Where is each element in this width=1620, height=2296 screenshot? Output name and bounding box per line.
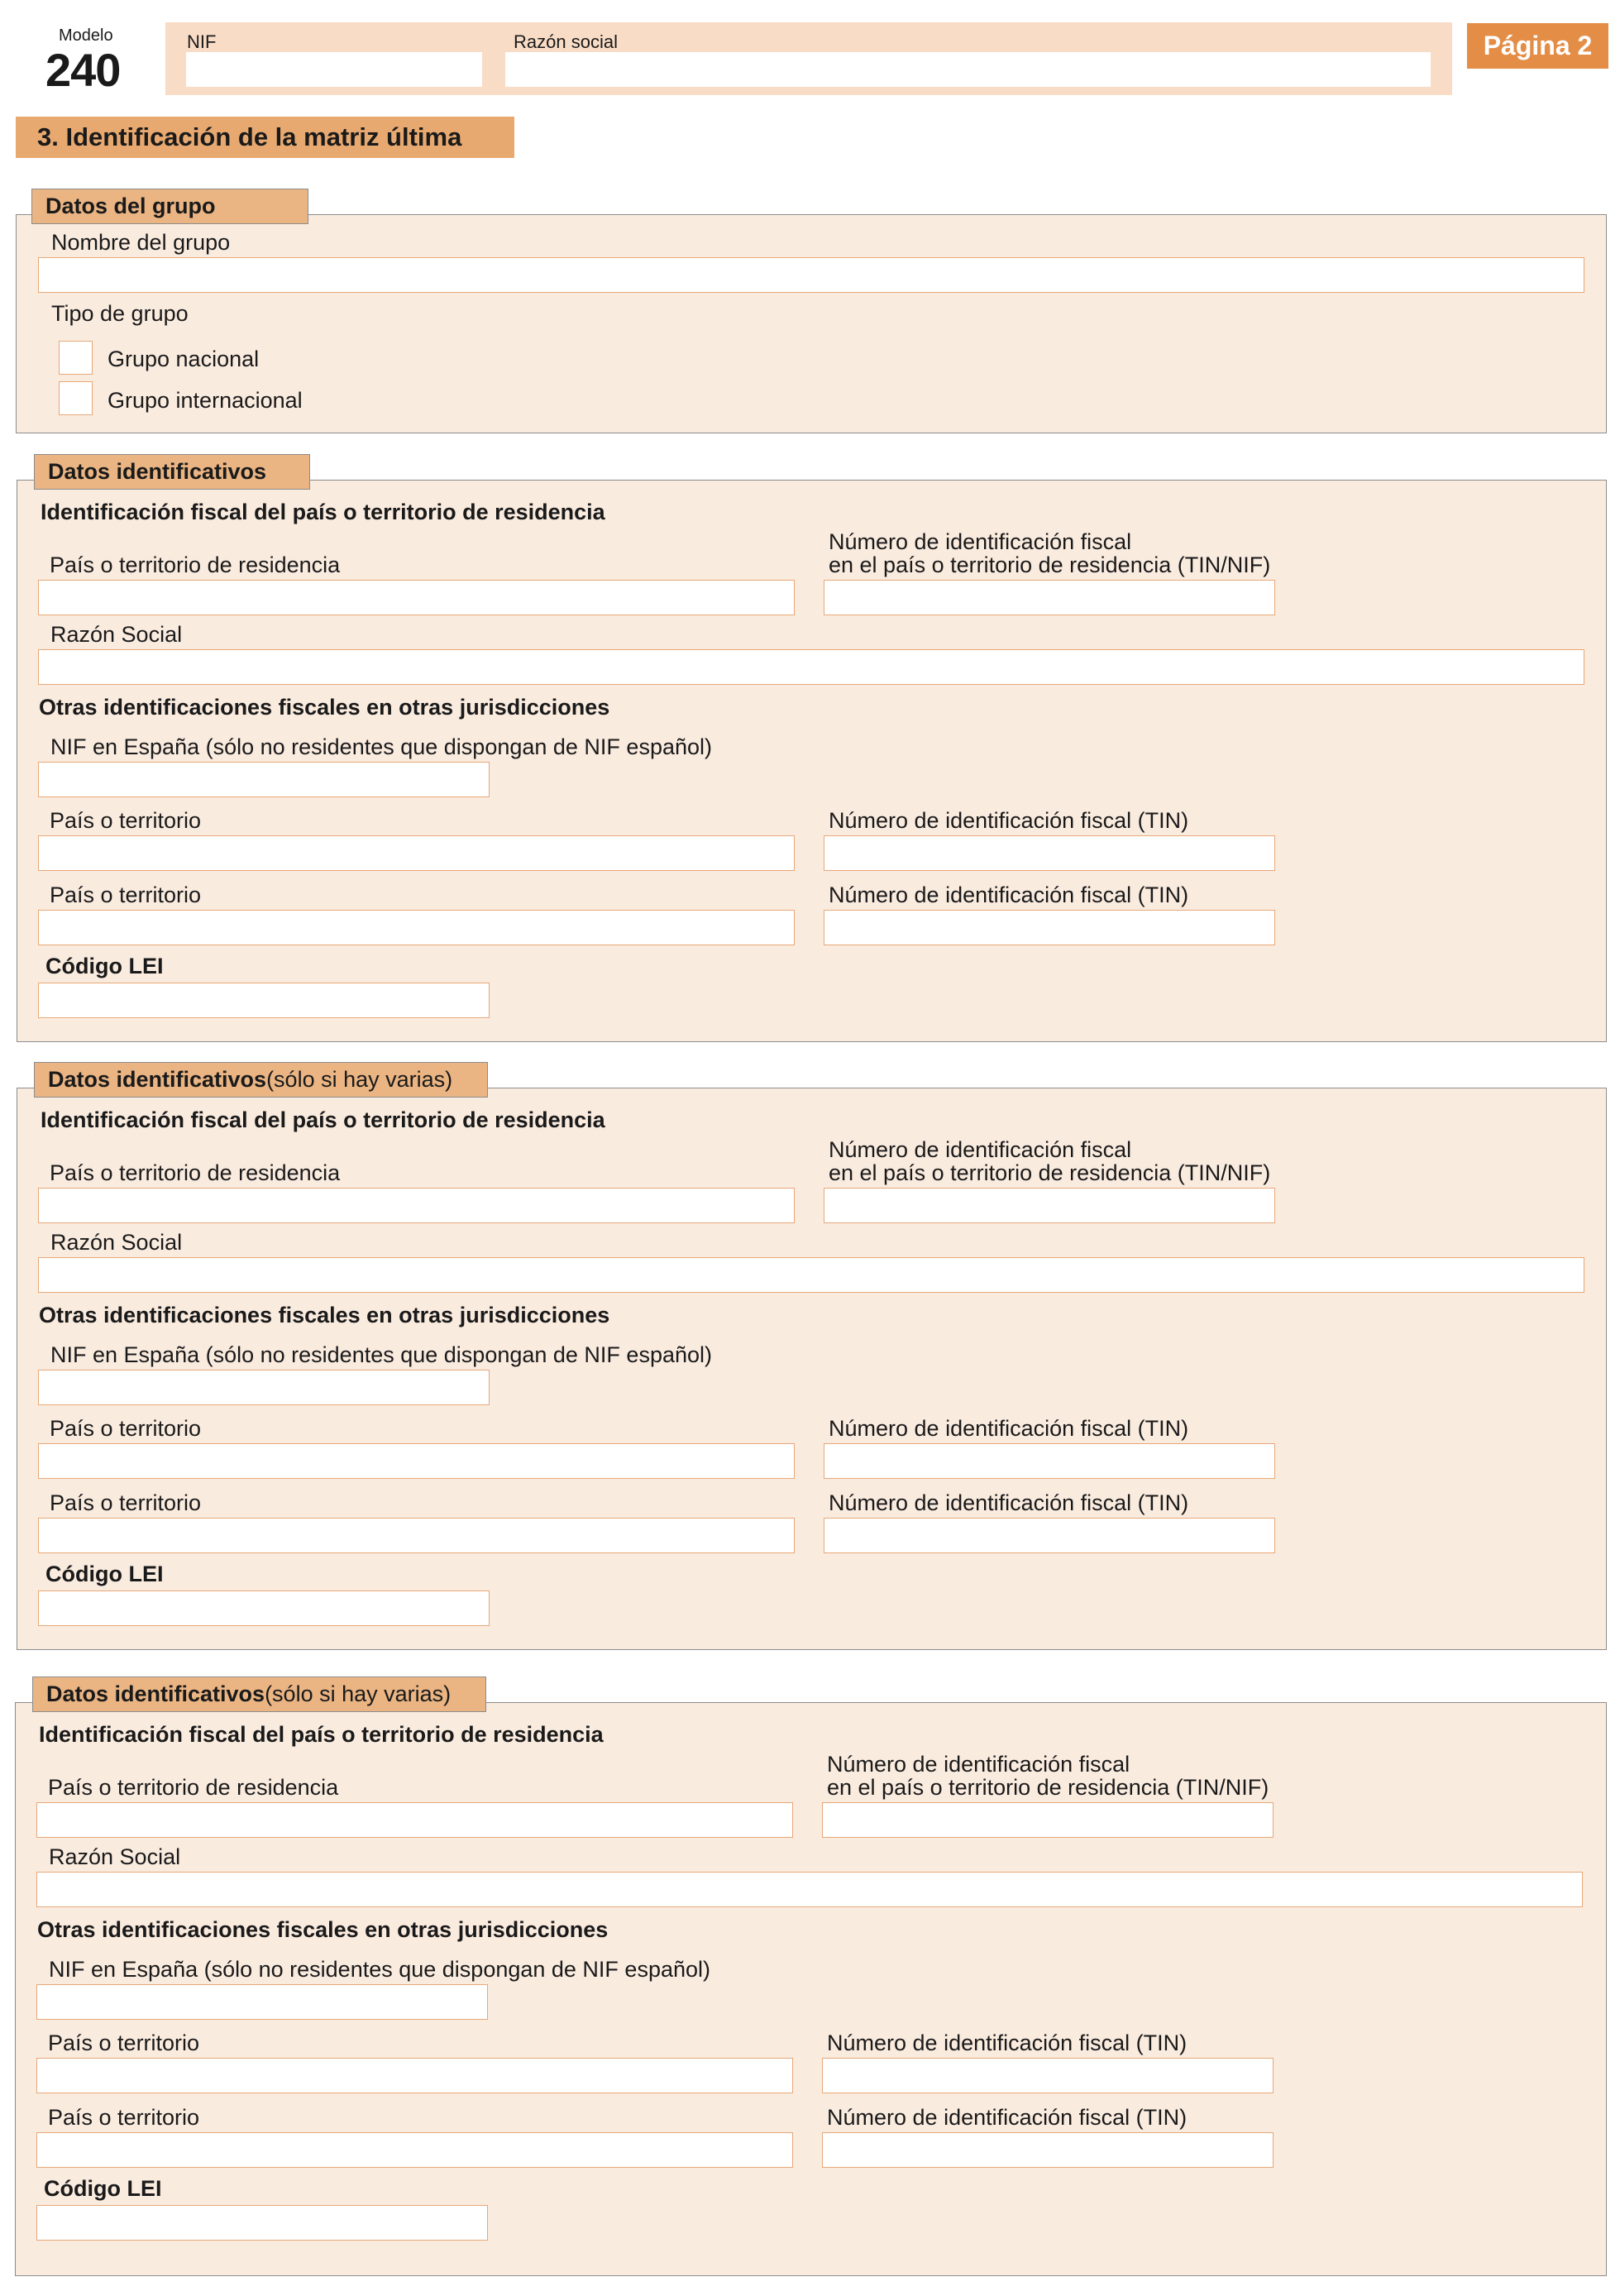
grupo-internacional-checkbox[interactable] [59, 381, 93, 415]
otras-identificaciones-heading: Otras identificaciones fiscales en otras jurisdicciones [39, 695, 610, 720]
datos-identificativos-tab-2: Datos identificativos (sólo si hay varias) [34, 1062, 488, 1098]
tin-label-2: Número de identificación fiscal (TIN) [829, 883, 1189, 907]
pais-residencia-label: País o territorio de residencia [50, 1160, 341, 1185]
tin-nif-field[interactable] [824, 1188, 1275, 1223]
pais-territorio-label-2: País o territorio [50, 1490, 202, 1515]
tipo-grupo-label: Tipo de grupo [51, 301, 189, 326]
pais-territorio-label-1: País o territorio [50, 1416, 202, 1441]
tin-label-1: Número de identificación fiscal (TIN) [829, 808, 1189, 833]
pais-territorio-field-1[interactable] [36, 2058, 793, 2093]
tin-nif-label-line1: Número de identificación fiscal [829, 1137, 1132, 1162]
pais-territorio-label-1: País o territorio [50, 808, 202, 833]
datos-identificativos-tab-1: Datos identificativos [34, 454, 310, 490]
ident-fiscal-heading: Identificación fiscal del país o territorio de residencia [39, 1722, 604, 1747]
otras-identificaciones-heading: Otras identificaciones fiscales en otras jurisdicciones [37, 1917, 609, 1942]
razon-social-field[interactable] [38, 1257, 1584, 1293]
tin-field-2[interactable] [824, 910, 1275, 945]
codigo-lei-label: Código LEI [45, 954, 164, 978]
razon-social-label: Razón Social [49, 1844, 181, 1869]
nombre-grupo-label: Nombre del grupo [51, 230, 231, 255]
tin-nif-label-line1: Número de identificación fiscal [829, 529, 1132, 554]
tin-label-2: Número de identificación fiscal (TIN) [829, 1490, 1189, 1515]
tin-field-2[interactable] [822, 2132, 1274, 2168]
codigo-lei-field[interactable] [38, 1590, 490, 1626]
nif-espana-field[interactable] [38, 1370, 490, 1405]
pais-residencia-label: País o territorio de residencia [50, 552, 341, 577]
grupo-internacional-label: Grupo internacional [108, 388, 303, 413]
grupo-nacional-checkbox[interactable] [59, 341, 93, 375]
pais-territorio-field-2[interactable] [38, 910, 795, 945]
razon-social-label: Razón Social [50, 1230, 183, 1255]
header-razon-social-field[interactable] [505, 52, 1431, 87]
tin-nif-label-line2: en el país o territorio de residencia (TIN/NIF) [829, 552, 1271, 577]
grupo-tab: Datos del grupo [31, 189, 308, 224]
tin-label-2: Número de identificación fiscal (TIN) [827, 2105, 1188, 2130]
tin-nif-field[interactable] [822, 1802, 1274, 1838]
grupo-nacional-label: Grupo nacional [108, 347, 260, 371]
codigo-lei-label: Código LEI [45, 1562, 164, 1586]
header-razon-social-label: Razón social [514, 31, 618, 52]
pais-territorio-field-2[interactable] [36, 2132, 793, 2168]
section-title: 3. Identificación de la matriz última [16, 117, 514, 158]
header-nif-label: NIF [187, 31, 217, 52]
ident-fiscal-heading: Identificación fiscal del país o territorio de residencia [41, 1107, 605, 1132]
tin-field-1[interactable] [822, 2058, 1274, 2093]
pais-residencia-field[interactable] [38, 580, 795, 615]
pais-territorio-label-1: País o territorio [48, 2031, 200, 2055]
tin-field-1[interactable] [824, 835, 1275, 871]
ident-fiscal-heading: Identificación fiscal del país o territorio de residencia [41, 500, 605, 524]
pais-territorio-label-2: País o territorio [48, 2105, 200, 2130]
codigo-lei-field[interactable] [38, 983, 490, 1018]
tin-field-2[interactable] [824, 1518, 1275, 1553]
header-nif-field[interactable] [186, 52, 482, 87]
nombre-grupo-field[interactable] [38, 257, 1584, 293]
nif-espana-label: NIF en España (sólo no residentes que dispongan de NIF español) [50, 1342, 712, 1367]
pais-residencia-label: País o territorio de residencia [48, 1775, 339, 1800]
pais-territorio-field-1[interactable] [38, 835, 795, 871]
pais-residencia-field[interactable] [36, 1802, 793, 1838]
datos-identificativos-tab-3: Datos identificativos (sólo si hay varias) [32, 1677, 486, 1712]
tin-nif-label-line1: Número de identificación fiscal [827, 1752, 1130, 1777]
modelo-number: 240 [45, 44, 121, 96]
tin-label-1: Número de identificación fiscal (TIN) [827, 2031, 1188, 2055]
nif-espana-field[interactable] [36, 1984, 488, 2020]
nif-espana-label: NIF en España (sólo no residentes que dispongan de NIF español) [50, 734, 712, 759]
codigo-lei-label: Código LEI [44, 2176, 162, 2201]
pais-residencia-field[interactable] [38, 1188, 795, 1223]
tin-field-1[interactable] [824, 1443, 1275, 1479]
pais-territorio-field-1[interactable] [38, 1443, 795, 1479]
nif-espana-label: NIF en España (sólo no residentes que dispongan de NIF español) [49, 1957, 710, 1982]
tin-nif-field[interactable] [824, 580, 1275, 615]
razon-social-field[interactable] [36, 1872, 1583, 1907]
tin-nif-label-line2: en el país o territorio de residencia (TIN/NIF) [829, 1160, 1271, 1185]
pais-territorio-field-2[interactable] [38, 1518, 795, 1553]
tin-label-1: Número de identificación fiscal (TIN) [829, 1416, 1189, 1441]
pais-territorio-label-2: País o territorio [50, 883, 202, 907]
tin-nif-label-line2: en el país o territorio de residencia (TIN/NIF) [827, 1775, 1269, 1800]
codigo-lei-field[interactable] [36, 2205, 488, 2241]
otras-identificaciones-heading: Otras identificaciones fiscales en otras jurisdicciones [39, 1303, 610, 1327]
nif-espana-field[interactable] [38, 762, 490, 797]
modelo-label: Modelo [59, 26, 113, 45]
razon-social-label: Razón Social [50, 622, 183, 647]
page-number-badge: Página 2 [1467, 23, 1608, 69]
razon-social-field[interactable] [38, 649, 1584, 685]
